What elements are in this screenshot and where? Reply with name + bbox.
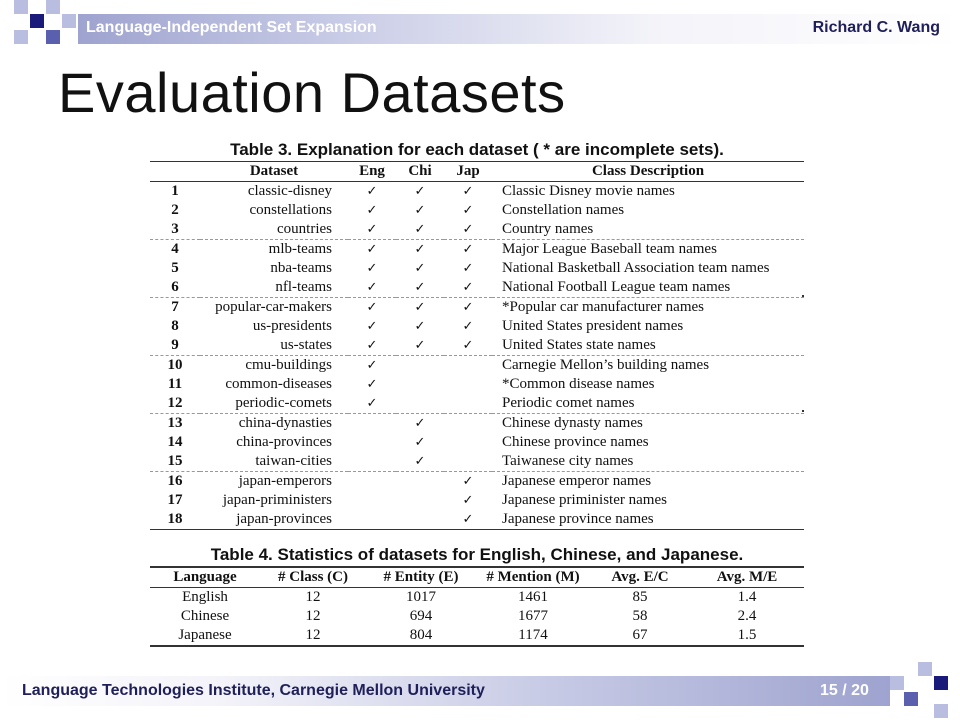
class-description: Carnegie Mellon’s building names <box>502 357 710 373</box>
dataset-name: countries <box>200 220 348 240</box>
table4-cell-class-count: 12 <box>305 608 321 624</box>
language-eng-cell <box>348 394 396 414</box>
check-mark-icon: ✓ <box>366 319 378 334</box>
language-jap-cell <box>444 414 492 434</box>
table4-cell-mention-count: 1677 <box>518 608 548 624</box>
language-jap-cell <box>444 317 492 336</box>
dataset-name: nba-teams <box>270 260 332 276</box>
dataset-number: 15 <box>150 452 200 472</box>
check-mark-icon: ✓ <box>366 300 378 315</box>
corner-decoration-square <box>14 0 28 14</box>
table4-cell-avg-me: 1.4 <box>737 589 757 605</box>
table3-row <box>150 220 804 240</box>
table3-row <box>150 472 804 492</box>
language-eng-cell <box>348 472 396 492</box>
language-jap-cell <box>444 201 492 220</box>
dataset-number: 3 <box>150 220 200 240</box>
language-jap-cell <box>444 375 492 394</box>
language-chi-cell <box>396 259 444 278</box>
table4-cell-class-count: 12 <box>260 626 366 646</box>
corner-decoration-square <box>62 14 76 28</box>
language-eng-cell <box>348 414 396 434</box>
dataset-name: classic-disney <box>247 183 332 199</box>
table4-statistics <box>150 566 804 647</box>
table3-datasets <box>150 161 804 530</box>
language-chi-cell <box>396 201 444 220</box>
dataset-number: 13 <box>167 415 183 431</box>
table3-header-dataset: Dataset <box>200 162 348 182</box>
language-eng-cell <box>348 298 396 318</box>
table3-row <box>150 452 804 472</box>
check-mark-icon: ✓ <box>462 512 474 527</box>
table3-row <box>150 240 804 260</box>
dataset-name: china-provinces <box>236 434 332 450</box>
check-mark-icon: ✓ <box>462 242 474 257</box>
table3-header-eng: Eng <box>348 162 396 182</box>
class-description: Periodic comet names <box>492 394 804 414</box>
check-mark-icon: ✓ <box>366 222 378 237</box>
language-eng-cell <box>348 317 396 336</box>
language-chi-cell <box>396 394 444 414</box>
dataset-name: periodic-comets <box>200 394 348 414</box>
corner-decoration-square <box>46 30 60 44</box>
table4-header-language: Language <box>150 567 260 588</box>
class-description: Major League Baseball team names <box>502 241 717 257</box>
language-eng-cell <box>348 510 396 530</box>
check-mark-icon: ✓ <box>414 300 426 315</box>
language-eng-cell <box>348 278 396 298</box>
table3-header-jap: Jap <box>444 162 492 182</box>
table4-header-entity: # Entity (E) <box>366 567 476 588</box>
check-mark-icon: ✓ <box>414 338 426 353</box>
dataset-name: japan-emperors <box>238 473 332 489</box>
table3-header-num <box>150 162 200 182</box>
table3-row <box>150 356 804 376</box>
table4-cell-language: Japanese <box>150 626 260 646</box>
table3-header-chi: Chi <box>396 162 444 182</box>
class-description: National Basketball Association team names <box>502 260 770 276</box>
table4-cell-avg-me: 2.4 <box>737 608 757 624</box>
table4-row <box>150 607 804 626</box>
check-mark-icon: ✓ <box>366 338 378 353</box>
language-eng-cell <box>348 259 396 278</box>
table4-cell-entity-count: 804 <box>366 626 476 646</box>
table4-row <box>150 588 804 608</box>
check-mark-icon: ✓ <box>366 203 378 218</box>
table3-row <box>150 491 804 510</box>
table3-header-row <box>150 162 804 182</box>
check-mark-icon: ✓ <box>414 203 426 218</box>
class-description: Chinese dynasty names <box>502 415 643 431</box>
table4-header-mention: # Mention (M) <box>476 567 590 588</box>
language-chi-cell <box>396 375 444 394</box>
dataset-number: 8 <box>171 318 179 334</box>
dataset-number: 10 <box>167 357 183 373</box>
check-mark-icon: ✓ <box>366 242 378 257</box>
check-mark-icon: ✓ <box>366 280 378 295</box>
table3-header-description: Class Description <box>492 162 804 182</box>
table3-row <box>150 201 804 220</box>
language-eng-cell <box>348 182 396 202</box>
language-eng-cell <box>348 336 396 356</box>
dataset-name: us-states <box>200 336 348 356</box>
stray-mark <box>802 410 804 412</box>
language-jap-cell <box>444 259 492 278</box>
dataset-number: 2 <box>171 202 179 218</box>
dataset-number: 11 <box>167 376 183 392</box>
language-eng-cell <box>348 201 396 220</box>
table3-row <box>150 433 804 452</box>
language-chi-cell <box>396 298 444 318</box>
table4-cell-language: Chinese <box>180 608 230 624</box>
class-description: National Football League team names <box>492 278 804 298</box>
table4-caption: Table 4. Statistics of datasets for English, Chinese, and Japanese. <box>210 545 744 564</box>
check-mark-icon: ✓ <box>414 454 426 469</box>
check-mark-icon: ✓ <box>462 222 474 237</box>
class-description: Japanese emperor names <box>502 473 652 489</box>
check-mark-icon: ✓ <box>462 261 474 276</box>
table4-cell-avg-ec: 67 <box>590 626 690 646</box>
check-mark-icon: ✓ <box>366 358 378 373</box>
dataset-name: japan-provinces <box>200 510 348 530</box>
table4-cell-avg-ec: 58 <box>632 608 648 624</box>
class-description: *Popular car manufacturer names <box>502 299 704 315</box>
table4-cell-entity-count: 694 <box>409 608 433 624</box>
dataset-name: nfl-teams <box>200 278 348 298</box>
language-jap-cell <box>444 452 492 472</box>
check-mark-icon: ✓ <box>414 435 426 450</box>
page-number: 15 / 20 <box>820 682 869 699</box>
dataset-name: cmu-buildings <box>245 357 332 373</box>
language-eng-cell <box>348 491 396 510</box>
table3-row <box>150 394 804 414</box>
dataset-number: 9 <box>150 336 200 356</box>
check-mark-icon: ✓ <box>414 280 426 295</box>
dataset-name: us-presidents <box>252 318 332 334</box>
language-jap-cell <box>444 182 492 202</box>
language-chi-cell <box>396 182 444 202</box>
language-chi-cell <box>396 433 444 452</box>
language-jap-cell <box>444 336 492 356</box>
check-mark-icon: ✓ <box>462 319 474 334</box>
check-mark-icon: ✓ <box>462 300 474 315</box>
check-mark-icon: ✓ <box>366 396 378 411</box>
language-eng-cell <box>348 240 396 260</box>
dataset-number: 4 <box>171 241 179 257</box>
class-description: Country names <box>492 220 804 240</box>
check-mark-icon: ✓ <box>462 203 474 218</box>
table3-row <box>150 336 804 356</box>
language-chi-cell <box>396 452 444 472</box>
class-description: Taiwanese city names <box>492 452 804 472</box>
check-mark-icon: ✓ <box>462 280 474 295</box>
presentation-title: Language-Independent Set Expansion <box>86 19 377 36</box>
table4-cell-mention-count: 1461 <box>518 589 548 605</box>
language-chi-cell <box>396 491 444 510</box>
table4-header-avg-ec: Avg. E/C <box>590 567 690 588</box>
corner-decoration-square <box>46 0 60 14</box>
language-chi-cell <box>396 336 444 356</box>
corner-decoration-square <box>934 704 948 718</box>
corner-decoration-square <box>890 676 904 690</box>
language-eng-cell <box>348 220 396 240</box>
corner-decoration-square <box>30 14 44 28</box>
stray-mark <box>802 295 804 297</box>
table4-cell-language: English <box>182 589 228 605</box>
corner-decoration-square <box>14 30 28 44</box>
dataset-number: 6 <box>150 278 200 298</box>
table4-header-class: # Class (C) <box>260 567 366 588</box>
table3-row <box>150 298 804 318</box>
dataset-number: 18 <box>150 510 200 530</box>
table3-row <box>150 510 804 530</box>
check-mark-icon: ✓ <box>366 184 378 199</box>
footer-institution: Language Technologies Institute, Carnegie Mellon University <box>22 682 485 699</box>
dataset-number: 5 <box>171 260 179 276</box>
language-chi-cell <box>396 510 444 530</box>
table3-row <box>150 278 804 298</box>
class-description: United States president names <box>502 318 684 334</box>
dataset-name: constellations <box>249 202 332 218</box>
dataset-number: 14 <box>167 434 183 450</box>
table4-cell-class-count: 12 <box>305 589 321 605</box>
check-mark-icon: ✓ <box>462 474 474 489</box>
table3-row <box>150 317 804 336</box>
language-jap-cell <box>444 220 492 240</box>
table3-row <box>150 182 804 202</box>
table3-row <box>150 414 804 434</box>
slide-title: Evaluation Datasets <box>58 61 566 124</box>
check-mark-icon: ✓ <box>462 338 474 353</box>
check-mark-icon: ✓ <box>414 242 426 257</box>
dataset-number: 1 <box>171 183 179 199</box>
language-chi-cell <box>396 356 444 376</box>
check-mark-icon: ✓ <box>366 377 378 392</box>
check-mark-icon: ✓ <box>414 184 426 199</box>
language-jap-cell <box>444 278 492 298</box>
table4-cell-avg-me: 1.5 <box>690 626 804 646</box>
check-mark-icon: ✓ <box>462 493 474 508</box>
class-description: Constellation names <box>502 202 625 218</box>
language-chi-cell <box>396 414 444 434</box>
language-jap-cell <box>444 240 492 260</box>
class-description: Chinese province names <box>502 434 649 450</box>
check-mark-icon: ✓ <box>366 261 378 276</box>
table4-header-row <box>150 567 804 588</box>
language-jap-cell <box>444 394 492 414</box>
dataset-name: china-dynasties <box>238 415 332 431</box>
language-chi-cell <box>396 317 444 336</box>
class-description: Classic Disney movie names <box>502 183 675 199</box>
dataset-name: japan-priministers <box>222 492 332 508</box>
dataset-name: taiwan-cities <box>200 452 348 472</box>
language-chi-cell <box>396 220 444 240</box>
dataset-number: 16 <box>167 473 183 489</box>
dataset-number: 7 <box>171 299 179 315</box>
language-jap-cell <box>444 510 492 530</box>
check-mark-icon: ✓ <box>414 261 426 276</box>
author-name: Richard C. Wang <box>812 19 940 36</box>
language-eng-cell <box>348 452 396 472</box>
corner-decoration-square <box>934 676 948 690</box>
language-chi-cell <box>396 472 444 492</box>
dataset-name: mlb-teams <box>268 241 332 257</box>
dataset-name: popular-car-makers <box>215 299 332 315</box>
language-eng-cell <box>348 356 396 376</box>
table4-cell-entity-count: 1017 <box>406 589 436 605</box>
class-description: Japanese priminister names <box>502 492 667 508</box>
check-mark-icon: ✓ <box>414 319 426 334</box>
class-description: Japanese province names <box>492 510 804 530</box>
check-mark-icon: ✓ <box>414 222 426 237</box>
language-chi-cell <box>396 240 444 260</box>
class-description: *Common disease names <box>502 376 655 392</box>
dataset-number: 17 <box>167 492 183 508</box>
table3-row <box>150 259 804 278</box>
table4-header-avg-me: Avg. M/E <box>690 567 804 588</box>
language-chi-cell <box>396 278 444 298</box>
check-mark-icon: ✓ <box>414 416 426 431</box>
language-jap-cell <box>444 298 492 318</box>
table3-caption: Table 3. Explanation for each dataset ( * are incomplete sets). <box>230 140 724 159</box>
table3-row <box>150 375 804 394</box>
language-jap-cell <box>444 433 492 452</box>
table4-cell-avg-ec: 85 <box>632 589 648 605</box>
check-mark-icon: ✓ <box>462 184 474 199</box>
language-jap-cell <box>444 472 492 492</box>
dataset-name: common-diseases <box>225 376 332 392</box>
dataset-number: 12 <box>150 394 200 414</box>
language-eng-cell <box>348 375 396 394</box>
table4-row <box>150 626 804 646</box>
class-description: United States state names <box>492 336 804 356</box>
language-jap-cell <box>444 356 492 376</box>
corner-decoration-square <box>918 662 932 676</box>
language-jap-cell <box>444 491 492 510</box>
language-eng-cell <box>348 433 396 452</box>
table4-cell-mention-count: 1174 <box>476 626 590 646</box>
corner-decoration-square <box>904 692 918 706</box>
